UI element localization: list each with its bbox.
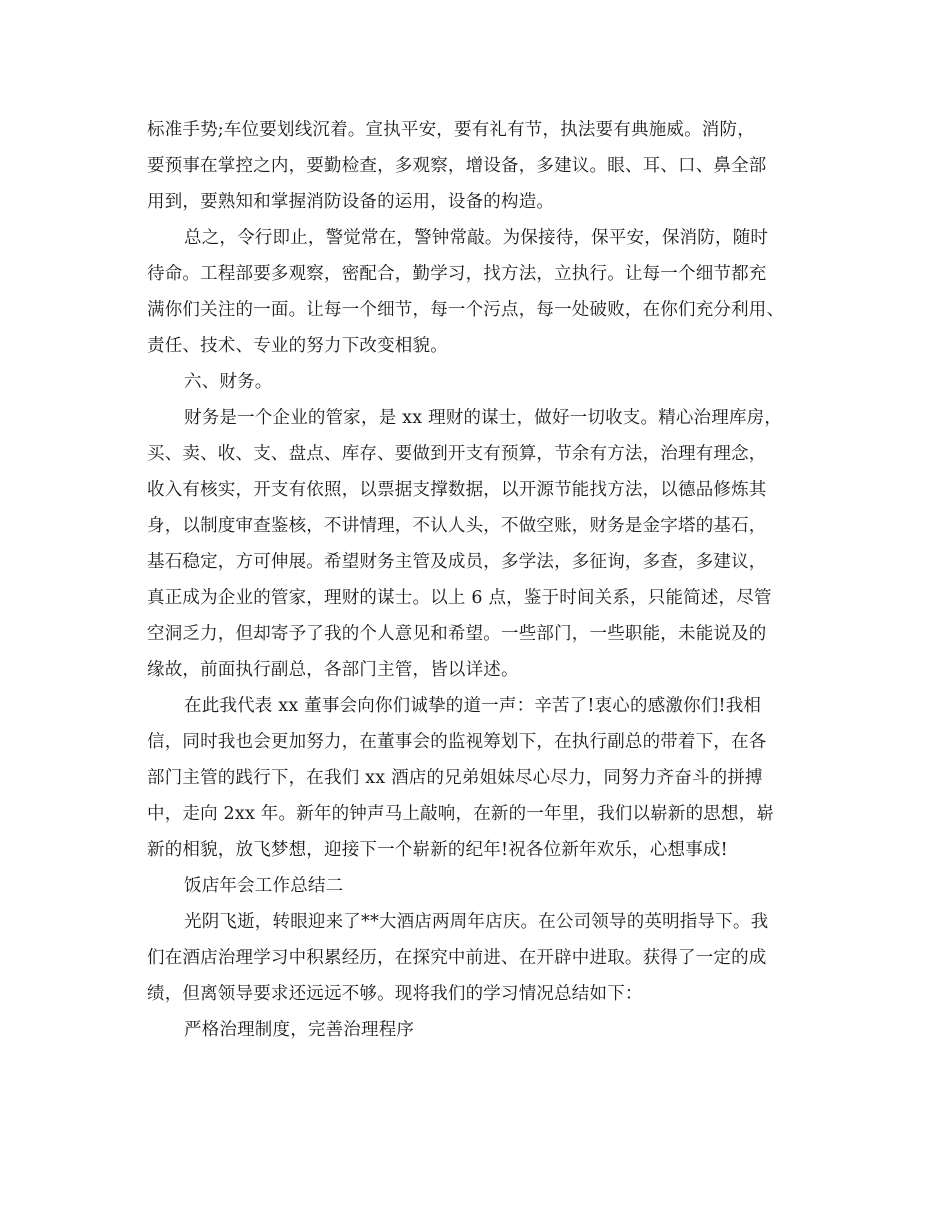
- body-text-line: 真正成为企业的管家，理财的谋士。以上 6 点，鉴于时间关系，只能简述，尽管: [147, 588, 772, 608]
- body-text-line: 缘故，前面执行副总，各部门主管，皆以详述。: [147, 660, 519, 680]
- body-text-line: 标准手势;车位要划线沉着。宣执平安，要有礼有节，执法要有典施威。消防，: [147, 120, 755, 140]
- section-heading: 六、财务。: [184, 372, 273, 392]
- paragraph-first-line: 在此我代表 xx 董事会向你们诚挚的道一声：辛苦了!衷心的感激你们!我相: [184, 696, 762, 716]
- body-text-line: 绩，但离领导要求还远远不够。现将我们的学习情况总结如下：: [147, 984, 643, 1004]
- body-text-line: 基石稳定，方可伸展。希望财务主管及成员，多学法，多征询，多查，多建议，: [147, 552, 767, 572]
- paragraph-first-line: 光阴飞逝，转眼迎来了**大酒店两周年店庆。在公司领导的英明指导下。我: [184, 912, 769, 932]
- body-text-line: 满你们关注的一面。让每一个细节，每一个污点，每一处破败，在你们充分利用、: [147, 300, 785, 320]
- body-text-line: 部门主管的践行下，在我们 xx 酒店的兄弟姐妹尽心尽力，同努力齐奋斗的拼搏: [147, 768, 763, 788]
- body-text-line: 责任、技术、专业的努力下改变相貌。: [147, 336, 448, 356]
- body-text-line: 中，走向 2xx 年。新年的钟声马上敲响，在新的一年里，我们以崭新的思想，崭: [147, 804, 775, 824]
- body-text-line: 要预事在掌控之内，要勤检查，多观察，增设备，多建议。眼、耳、口、鼻全部: [147, 156, 767, 176]
- section-heading: 严格治理制度，完善治理程序: [184, 1020, 415, 1040]
- paragraph-first-line: 财务是一个企业的管家，是 xx 理财的谋士，做好一切收支。精心治理库房，: [184, 408, 783, 428]
- section-heading: 饭店年会工作总结二: [184, 876, 344, 896]
- body-text-line: 买、卖、收、支、盘点、库存、要做到开支有预算，节余有方法，治理有理念，: [147, 444, 767, 464]
- paragraph-first-line: 总之，令行即止，警觉常在，警钟常敲。为保接待，保平安，保消防，随时: [184, 228, 769, 248]
- body-text-line: 待命。工程部要多观察，密配合，勤学习，找方法，立执行。让每一个细节都充: [147, 264, 767, 284]
- body-text-line: 新的相貌，放飞梦想，迎接下一个崭新的纪年!祝各位新年欢乐，心想事成!: [147, 840, 728, 860]
- body-text-line: 们在酒店治理学习中积累经历，在探究中前进、在开辟中进取。获得了一定的成: [147, 948, 767, 968]
- body-text-line: 身，以制度审查鉴核，不讲情理，不认人头，不做空账，财务是金字塔的基石，: [147, 516, 767, 536]
- body-text-line: 空洞乏力，但却寄予了我的个人意见和希望。一些部门，一些职能，未能说及的: [147, 624, 767, 644]
- body-text-line: 信，同时我也会更加努力，在董事会的监视筹划下，在执行副总的带着下，在各: [147, 732, 767, 752]
- body-text-line: 用到，要熟知和掌握消防设备的运用，设备的构造。: [147, 192, 555, 212]
- body-text-line: 收入有核实，开支有依照，以票据支撑数据，以开源节能找方法，以德品修炼其: [147, 480, 767, 500]
